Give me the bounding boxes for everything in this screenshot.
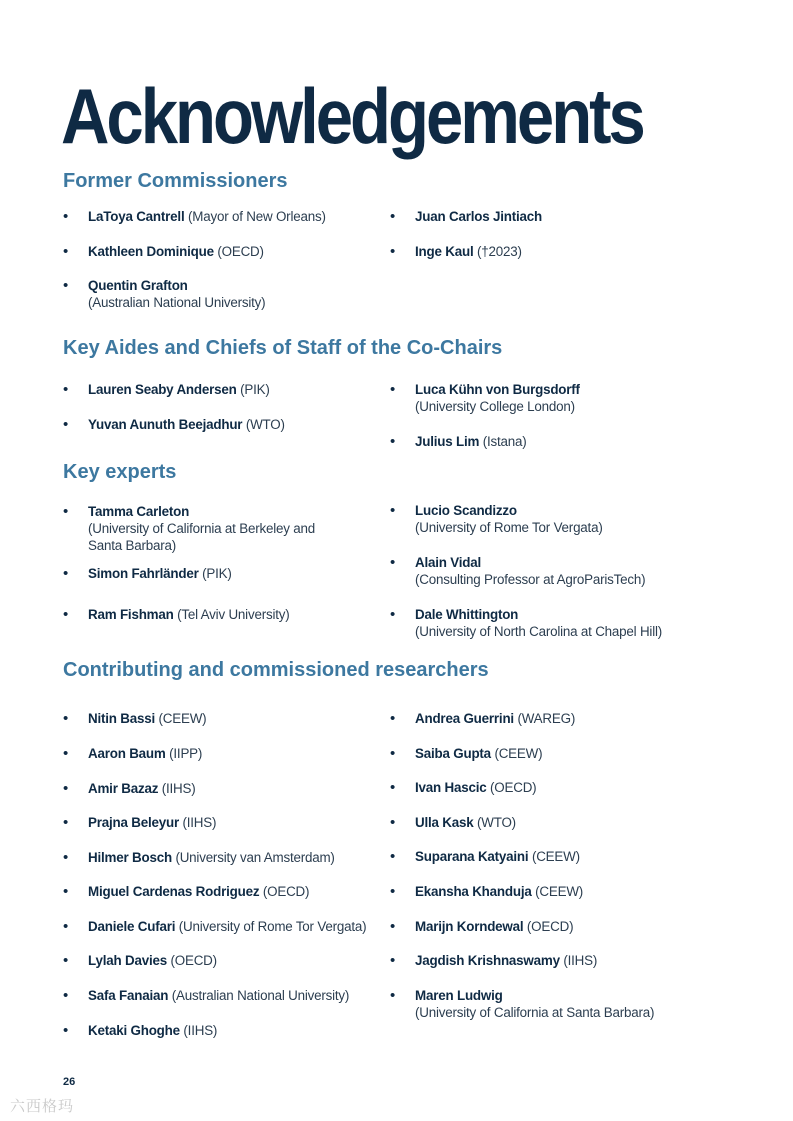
person-affiliation: (OECD) — [523, 919, 574, 934]
person-affiliation: (OECD) — [259, 884, 310, 899]
list-item — [415, 883, 583, 900]
person-affiliation: (University College London) — [415, 399, 575, 414]
person-affiliation: (OECD) — [166, 953, 217, 968]
person-affiliation: (Mayor of New Orleans) — [184, 209, 326, 224]
person-affiliation: (CEEW) — [531, 884, 584, 899]
person-name: Prajna Beleyur — [88, 815, 179, 830]
person-affiliation: (PIK) — [198, 566, 232, 581]
list-item — [415, 208, 542, 225]
list-item — [415, 433, 527, 450]
list-item — [415, 606, 662, 640]
person-affiliation: (IIHS) — [179, 1023, 218, 1038]
person-affiliation: (University van Amsterdam) — [171, 850, 335, 865]
list-item — [88, 918, 366, 935]
section-heading-former-commissioners: Former Commissioners — [63, 170, 288, 192]
list-item — [88, 243, 264, 260]
person-affiliation: Santa Barbara) — [88, 538, 177, 553]
person-affiliation: (IIHS) — [158, 781, 196, 796]
person-name: Yuvan Aunuth Beejadhur — [88, 417, 243, 432]
list-item — [415, 918, 573, 935]
person-name: Maren Ludwig — [415, 988, 503, 1003]
person-name: Lucio Scandizzo — [415, 503, 517, 518]
list-item — [415, 848, 580, 865]
person-name: Andrea Guerrini — [415, 711, 514, 726]
list-item — [88, 745, 202, 762]
person-affiliation: (OECD) — [213, 244, 264, 259]
person-name: Daniele Cufari — [88, 919, 176, 934]
person-affiliation: (Tel Aviv University) — [173, 607, 290, 622]
person-affiliation: (WTO) — [473, 815, 516, 830]
list-item — [415, 243, 522, 260]
person-name: Juan Carlos Jintiach — [415, 209, 542, 224]
person-name: Suparana Katyaini — [415, 849, 529, 864]
list-item — [88, 381, 270, 398]
person-name: Alain Vidal — [415, 555, 482, 570]
person-name: Saiba Gupta — [415, 746, 491, 761]
person-affiliation: (University of California at Berkeley and — [88, 521, 315, 536]
person-name: Safa Fanaian — [88, 988, 169, 1003]
page-number: 26 — [63, 1076, 76, 1088]
person-name: Simon Fahrländer — [88, 566, 199, 581]
person-affiliation: (Australian National University) — [88, 295, 266, 310]
watermark: 六西格玛 — [10, 1098, 75, 1115]
person-affiliation: (IIHS) — [559, 953, 598, 968]
list-item — [88, 503, 315, 554]
list-item — [415, 814, 516, 831]
list-item — [88, 780, 195, 797]
section-heading-key-experts: Key experts — [63, 461, 177, 483]
list-item — [88, 606, 290, 623]
person-name: Quentin Grafton — [88, 278, 188, 293]
person-name: Tamma Carleton — [88, 504, 190, 519]
person-name: LaToya Cantrell — [88, 209, 185, 224]
person-affiliation: (CEEW) — [155, 711, 207, 726]
person-affiliation: (Consulting Professor at AgroParisTech) — [415, 572, 646, 587]
person-name: Ram Fishman — [88, 607, 174, 622]
list-item — [415, 987, 654, 1021]
person-affiliation: (Istana) — [479, 434, 527, 449]
list-item — [415, 710, 575, 727]
person-affiliation: (University of Rome Tor Vergata) — [415, 520, 603, 535]
page-title: Acknowledgements — [61, 72, 643, 160]
person-name: Lylah Davies — [88, 953, 167, 968]
person-name: Nitin Bassi — [88, 711, 156, 726]
person-affiliation: (WTO) — [242, 417, 285, 432]
list-item — [88, 883, 309, 900]
person-name: Jagdish Krishnaswamy — [415, 953, 560, 968]
person-affiliation: (WAREG) — [513, 711, 576, 726]
list-item — [88, 814, 216, 831]
person-affiliation: (CEEW) — [490, 746, 543, 761]
person-name: Ketaki Ghoghe — [88, 1023, 180, 1038]
list-item — [88, 987, 349, 1004]
person-affiliation: (PIK) — [236, 382, 270, 397]
list-item — [88, 710, 206, 727]
section-heading-researchers: Contributing and commissioned researchers — [63, 659, 489, 681]
person-name: Kathleen Dominique — [88, 244, 214, 259]
list-item — [88, 208, 326, 225]
person-name: Miguel Cardenas Rodriguez — [88, 884, 260, 899]
list-item — [415, 952, 597, 969]
person-name: Luca Kühn von Burgsdorff — [415, 382, 580, 397]
person-affiliation: (IIHS) — [178, 815, 217, 830]
person-affiliation: (University of Rome Tor Vergata) — [175, 919, 367, 934]
person-name: Hilmer Bosch — [88, 850, 172, 865]
person-affiliation: (Australian National University) — [168, 988, 350, 1003]
person-name: Amir Bazaz — [88, 781, 159, 796]
person-name: Inge Kaul — [415, 244, 474, 259]
person-affiliation: (University of North Carolina at Chapel Hill) — [415, 624, 662, 639]
list-item — [415, 381, 580, 415]
person-affiliation: (†2023) — [473, 244, 522, 259]
person-name: Lauren Seaby Andersen — [88, 382, 237, 397]
list-item — [88, 565, 232, 582]
list-item — [88, 849, 335, 866]
person-affiliation: (CEEW) — [528, 849, 580, 864]
person-affiliation: (OECD) — [486, 780, 537, 795]
person-name: Ekansha Khanduja — [415, 884, 532, 899]
person-name: Dale Whittington — [415, 607, 519, 622]
list-item — [88, 1022, 217, 1039]
person-name: Marijn Korndewal — [415, 919, 524, 934]
person-name: Ulla Kask — [415, 815, 474, 830]
section-heading-key-aides: Key Aides and Chiefs of Staff of the Co-Chairs — [63, 337, 503, 359]
list-item — [415, 502, 603, 536]
person-name: Ivan Hascic — [415, 780, 487, 795]
person-affiliation: (University of California at Santa Barbara) — [415, 1005, 655, 1020]
list-item — [88, 952, 217, 969]
list-item — [88, 277, 265, 311]
list-item — [415, 745, 542, 762]
person-name: Aaron Baum — [88, 746, 166, 761]
list-item — [88, 416, 285, 433]
person-affiliation: (IIPP) — [165, 746, 203, 761]
person-name: Julius Lim — [415, 434, 480, 449]
list-item — [415, 779, 536, 796]
list-item — [415, 554, 645, 588]
